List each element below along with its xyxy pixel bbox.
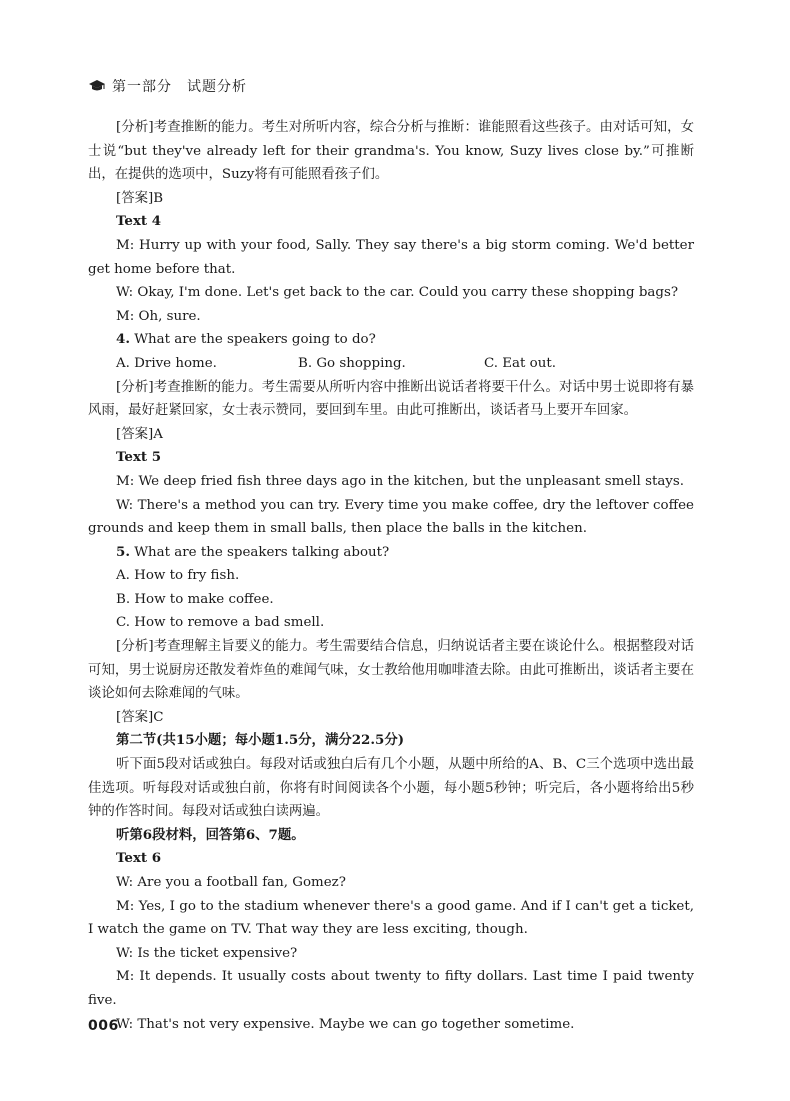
text-line: W: There's a method you can try. Every time you make coffee, dry the leftover coffee grounds and keep them in small balls, then place the balls in the kitchen. xyxy=(88,497,694,537)
option-item: B. Go shopping. xyxy=(298,355,406,371)
text-line: M: We deep fried fish three days ago in the kitchen, but the unpleasant smell stays. xyxy=(116,473,684,489)
text-line: B. How to make coffee. xyxy=(116,591,274,607)
text-line: [答案]B xyxy=(116,190,164,206)
text-line: Text 5 xyxy=(116,449,162,466)
options-row xyxy=(88,352,694,376)
text-line: [答案]A xyxy=(116,426,163,442)
text-line: Text 4 xyxy=(116,213,162,230)
text-line: 5. What are the speakers talking about? xyxy=(116,543,390,560)
graduation-cap-icon xyxy=(88,79,106,93)
page-number: 006 xyxy=(88,1018,119,1034)
option-item: A. Drive home. xyxy=(116,355,217,371)
text-line: [答案]C xyxy=(116,709,164,725)
text-line: 听下面5段对话或独白。每段对话或独白后有几个小题，从题中所给的A、B、C三个选项中选出最佳选项。听每段对话或独白前，你将有时间阅读各个小题，每小题5秒钟；听完后，各小题将给出5秒钟的作答时间。每段对话或独白读两遍。 xyxy=(88,757,694,820)
text-line: Text 6 xyxy=(116,850,162,867)
option-item: C. Eat out. xyxy=(484,355,557,371)
text-line: W: That's not very expensive. Maybe we can go together sometime. xyxy=(116,1016,575,1032)
text-line: M: Oh, sure. xyxy=(116,308,201,324)
question-number: 5. xyxy=(116,543,130,560)
text-line: [分析]考查理解主旨要义的能力。考生需要结合信息，归纳说话者主要在谈论什么。根据整段对话可知，男士说厨房还散发着炸鱼的难闻气味，女士教给他用咖啡渣去除。由此可推断出，谈话者主要在谈论如何去除难闻的气味。 xyxy=(88,639,694,702)
text-line: [分析]考查推断的能力。考生需要从所听内容中推断出说话者将要干什么。对话中男士说即将有暴风雨，最好赶紧回家，女士表示赞同，要回到车里。由此可推断出，谈话者马上要开车回家。 xyxy=(88,379,694,419)
text-line: 听第6段材料，回答第6、7题。 xyxy=(116,826,305,843)
section-title: 第一部分 试题分析 xyxy=(112,79,247,95)
text-line: M: Yes, I go to the stadium whenever there's a good game. And if I can't get a ticket, I watch the game on TV. That way they are less exciting, though. xyxy=(88,898,694,938)
text-line: M: It depends. It usually costs about twenty to fifty dollars. Last time I paid twenty five. xyxy=(88,969,694,1008)
text-line: [分析]考查推断的能力。考生对所听内容，综合分析与推断：谁能照看这些孩子。由对话可知，女士说“but they've already left for their grandma's. You know, Suzy lives close by.”可推断出，在提供的选项中，Suzy将有可能照看孩子们。 xyxy=(88,120,694,183)
text-line: W: Okay, I'm done. Let's get back to the car. Could you carry these shopping bags? xyxy=(116,285,678,301)
page-header xyxy=(88,76,247,96)
text-line: C. How to remove a bad smell. xyxy=(116,615,325,631)
text-line: W: Are you a football fan, Gomez? xyxy=(116,875,346,890)
text-line: A. How to fry fish. xyxy=(116,568,240,584)
text-line: 4. What are the speakers going to do? xyxy=(116,331,376,348)
question-number: 4. xyxy=(116,331,130,348)
text-line: W: Is the ticket expensive? xyxy=(116,945,298,961)
text-line: M: Hurry up with your food, Sally. They say there's a big storm coming. We'd better get home before that. xyxy=(88,237,694,277)
text-line: 第二节(共15小题；每小题1.5分，满分22.5分) xyxy=(116,732,405,749)
page-content xyxy=(88,116,694,1036)
